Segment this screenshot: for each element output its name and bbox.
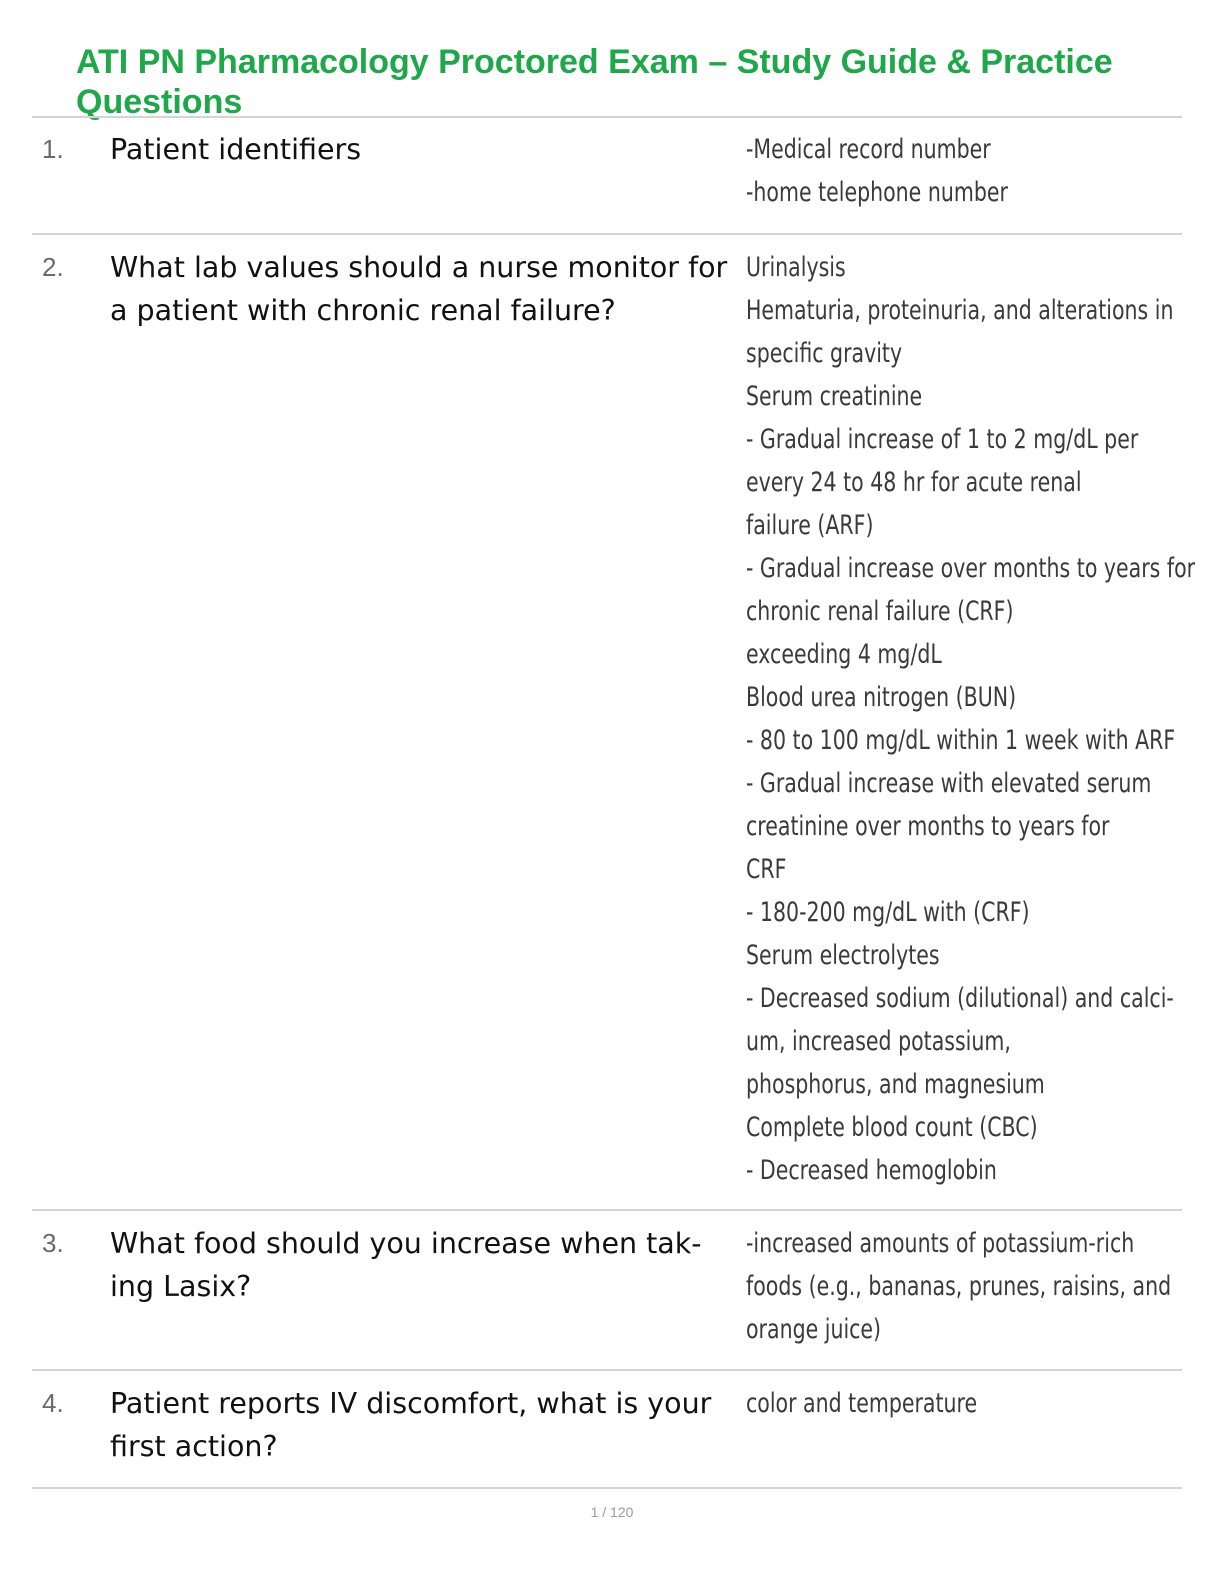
answer-line: orange juice) (746, 1314, 882, 1345)
answer-line: -Medical record number (746, 134, 991, 165)
question-number: 2. (42, 252, 64, 282)
divider (32, 233, 1182, 235)
divider (32, 1487, 1182, 1489)
divider (32, 1369, 1182, 1371)
answer-line: - Gradual increase of 1 to 2 mg/dL per (746, 424, 1139, 455)
answer-line: -increased amounts of potassium-rich (746, 1228, 1135, 1259)
answer-text (746, 246, 1196, 1192)
answer-line: -home telephone number (746, 177, 1008, 208)
answer-line: failure (ARF) (746, 510, 874, 541)
question-text: Patient identifiers (110, 133, 362, 166)
answer-line: CRF (746, 854, 787, 885)
answer-text (746, 1382, 1080, 1425)
answer-line: - Decreased hemoglobin (746, 1155, 997, 1186)
answer-line: - Gradual increase with elevated serum (746, 768, 1152, 799)
answer-line: phosphorus, and magnesium (746, 1069, 1045, 1100)
answer-line: Blood urea nitrogen (BUN) (746, 682, 1017, 713)
answer-line: Hematuria, proteinuria, and alterations in (746, 295, 1174, 326)
answer-line: Urinalysis (746, 252, 846, 283)
answer-line: foods (e.g., bananas, prunes, raisins, and (746, 1271, 1172, 1302)
question-text: Patient reports IV discomfort, what is your first action? (110, 1387, 712, 1463)
answer-line: exceeding 4 mg/dL (746, 639, 942, 670)
answer-line: - Decreased sodium (dilutional) and calci- (746, 983, 1174, 1014)
answer-line: - Gradual increase over months to years for (746, 553, 1196, 584)
question-number: 1. (42, 134, 64, 164)
answer-line: creatinine over months to years for (746, 811, 1110, 842)
document-title: ATI PN Pharmacology Proctored Exam – Study Guide & Practice Questions (76, 43, 1113, 121)
answer-line: - 180-200 mg/dL with (CRF) (746, 897, 1030, 928)
answer-text (746, 128, 1080, 214)
answer-text (746, 1222, 1172, 1351)
page-number: 1 / 120 (590, 1504, 634, 1520)
answer-line: color and temperature (746, 1388, 978, 1419)
question-text: What food should you increase when tak- ing Lasix? (110, 1227, 702, 1303)
question-text: What lab values should a nurse monitor for a patient with chronic renal failure? (110, 251, 728, 327)
question-number: 4. (42, 1388, 64, 1418)
question-number: 3. (42, 1228, 64, 1258)
answer-line: Complete blood count (CBC) (746, 1112, 1038, 1143)
answer-line: Serum creatinine (746, 381, 923, 412)
divider (32, 116, 1182, 118)
answer-line: Serum electrolytes (746, 940, 940, 971)
answer-line: chronic renal failure (CRF) (746, 596, 1014, 627)
answer-line: every 24 to 48 hr for acute renal (746, 467, 1082, 498)
answer-line: um, increased potassium, (746, 1026, 1011, 1057)
answer-line: - 80 to 100 mg/dL within 1 week with ARF (746, 725, 1176, 756)
answer-line: specific gravity (746, 338, 903, 369)
divider (32, 1209, 1182, 1211)
